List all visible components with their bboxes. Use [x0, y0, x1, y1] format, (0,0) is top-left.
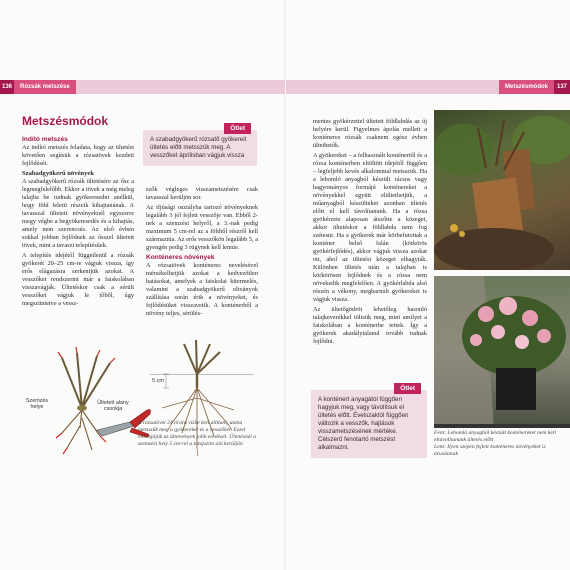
- paragraph: A rózsatövek konténeres nevelésével mérsékelhetjük azokat a kedvezőtlen hatásokat, amelyek a faiskolai kitermelés, valamint a szabadgyökerű oltványok szállítása során érik a növényeket, és fejlődésüket visszavetik. A konténerből a növény teljes, sérülés-: [146, 262, 258, 317]
- paragraph: szők végleges visszametszésére csak tavasszal kerüljön sor.: [146, 186, 258, 201]
- tip-text: A konténert anyagától függően hagyjuk meg, vagy távolítsuk el ültetés előtt. Évelszaktól függően változik a vesszők, hajtások visszametszésének mértéke. Célszerű fenntartó metszést alkalmazni.: [318, 396, 409, 451]
- paragraph: Az ifjúsági osztályba tartozó növényeknek legalább 3 jól fejlett vesszője van. Ebből 2-nek a szemzési helyről, a 3.-nak pedig maximum 5 cm-rel az a földtől részről kell származnia. Az erős vesszőkön legalább 5, a gyengén pedig 3 rügynek kell lennie.: [146, 204, 258, 251]
- tip-box-1: [143, 125, 257, 166]
- paragraph: Az indító metszés feladata, hogy az ültetést követően segítsük a rózsatövek kezdeti fejlődését.: [22, 144, 134, 167]
- photo-caption: Fent: Lebomló anyagból készült konténereket nem kell eltávolítanunk ültetés előtt Lent: Ilyen szépen fejlett konténeres növényeket is árusítanak: [434, 430, 556, 457]
- right-header-bar: [286, 80, 499, 94]
- photo-container-roses: [434, 276, 570, 428]
- label-5cm: 5 cm: [152, 378, 164, 384]
- right-page-header: [286, 80, 570, 94]
- left-page-header: [0, 80, 285, 94]
- tip-label: Ötlet: [394, 383, 421, 394]
- label-rootstock-stub: Ültetett alany csonkja: [97, 400, 129, 412]
- left-page-number: 136: [0, 80, 14, 94]
- rose-planting-illustration: [22, 338, 258, 468]
- paragraph: A szabadgyökerű rózsák ültetésére az ősz a legmegfelelőbb. Ekkor a tövek a még meleg talajba be tudnak gyökeresedni anélkül, hogy föld feletti részeik kihajtanának. A tavasszal ültetett növényeknél egyszerre megy végbe a begyökeresedés és a kihajtás, amely nem szerencsés. Az első évben sokkal jobban fejlődnek az ősszel ültetett tövek, mint a tavaszi telepítésűek.: [22, 178, 134, 249]
- paragraph: mentes gyökérzettel ültetett földlabdás az új helyére kerül. Figyelmes ápolás mellett a konténeres rózsák csaknem egész évben ültethetők.: [313, 118, 427, 149]
- heading-indito-metszes: Indító metszés: [22, 136, 68, 143]
- heading-szabadgyokeru: Szabadgyökerű növények: [22, 170, 94, 177]
- tip-label: Ötlet: [224, 123, 251, 134]
- label-graft-point: Szemzés helye: [25, 398, 49, 410]
- paragraph: Az ültetőgödröt lehetőleg hasonló talajkeverékkel töltsük meg, mint amilyet a faiskolában a konténerbe tettek. Így a gyökerek akadálytalanul tovább tudnak fejlődni.: [313, 306, 427, 345]
- text-column-3: [313, 118, 427, 348]
- left-header-bar: [76, 80, 285, 94]
- page-title: Metszésmódok: [22, 114, 109, 128]
- tip-text: A szabadgyökerű rózsatő gyökereit ültetés előtt metsszük meg. A vesszőket áprilisban vágjuk vissza: [150, 136, 247, 159]
- paragraph: A telepítés idejétől függetlenül a rózsák gyökerét 20–25 cm-re vágjuk vissza, így erős elágazásra serkentjük azokat. A vesszőket rendszerint már a faiskolában visszavágják. Ültetéskor csak a sérült vesszőket vágjuk le tőből, úgy megszüntetve a vessz-: [22, 252, 134, 307]
- text-column-2: [146, 186, 258, 320]
- right-page-number: 137: [554, 80, 570, 94]
- paragraph: A gyökereket – a felhasznált konténertől és a rózsa konténerben eltöltött idejétől függően – legfeljebb kevés alkalommal metsszük. Ha a lebomló anyagból készült rácsos vagy hagyományos formájú konténereket a növényekkel együtt elültethetjük, a műanyagból készülteket azonban ültetés előtt el kell távolítanunk. Ha a rózsa gyökérzete alaposan átszőtte a közeget, akkor ültetéskor a földlabda nem fog szétesni. Ha a gyökerek már körbefutottak a konténer belső falán (körkörös gyökérfejlődés), akkor vágjuk vissza azokat ott, ahol az ültetési közeget elhagyták. Különben ültetés után a talajban is körkörösen fejlődnek és a rózsa nem növekedik megfelelően. A gyökérlabda alsó részén a vékony, megbarnult gyökereket is vágjuk vissza.: [313, 152, 427, 303]
- illustration-caption: A rózsatövet 24 órára vízbe kell állítani, utána metsszük meg a gyökereket és a vesszőket. Ezzel elősegítjük az ültetvények jobb eredését. Ültetésnél a szemzési hely 5 cm-rel a talajszint alá kerüljön: [138, 420, 256, 447]
- tip-box-2: [311, 385, 427, 458]
- text-column-1: [22, 134, 134, 310]
- heading-konteneres: Konténeres növények: [146, 254, 215, 261]
- left-running-title: Rózsák metszése: [14, 80, 76, 94]
- photo-biodegradable-container: [434, 110, 570, 270]
- right-running-title: Metszésmódok: [499, 80, 554, 94]
